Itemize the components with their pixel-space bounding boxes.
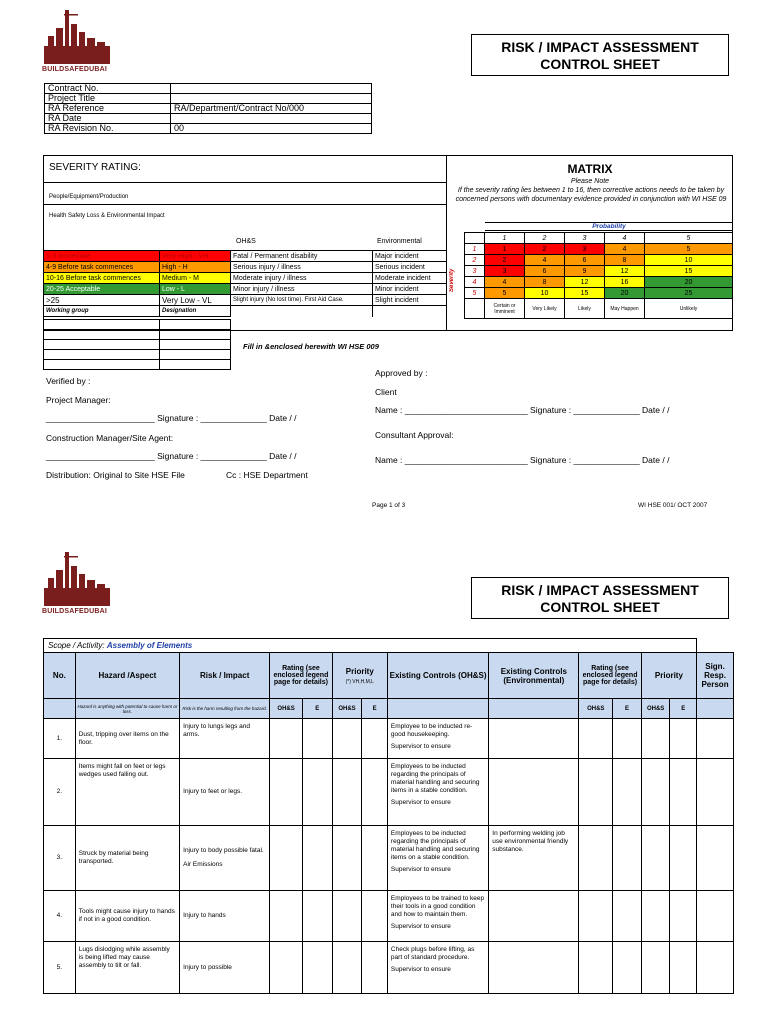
title-line-1: RISK / IMPACT ASSESSMENT <box>501 582 699 598</box>
sev-ohs: Moderate injury / illness <box>231 273 373 284</box>
matrix-cell: 12 <box>565 277 605 288</box>
col-rating <box>270 653 332 699</box>
prob-col: 4 <box>605 233 645 244</box>
prob-col: 1 <box>485 233 525 244</box>
matrix-cell: 10 <box>645 255 733 266</box>
info-label: RA Date <box>45 114 171 124</box>
row-hazard: Dust, tripping over items on the floor. <box>75 719 179 759</box>
info-value[interactable] <box>171 114 372 124</box>
table-row <box>44 826 734 891</box>
row-controls-env <box>489 759 579 826</box>
row-risk: Injury to possible <box>180 942 270 994</box>
matrix-row <box>465 255 733 266</box>
sub-ohs: OH&S <box>332 699 362 719</box>
severity-sub1: People/Equipment/Production <box>49 194 129 200</box>
row-controls-ohs <box>387 942 488 994</box>
risk-note: Risk is the harm resulting from the hazard. <box>180 699 270 719</box>
risk-env: Air Emissions <box>183 861 223 868</box>
row-hazard: Struck by material being transported. <box>75 826 179 891</box>
sev-range: 20-25 Acceptable <box>44 284 160 295</box>
prob-col: 3 <box>565 233 605 244</box>
sev-level: High - H <box>160 262 231 273</box>
matrix-note-body: If the severity rating lies between 1 to 16, then corrective actions needs to be taken by concerned persons with documentary evidence provided in conjunction with WI HSE 09 <box>455 187 727 203</box>
severity-sub2: Health Safety Loss & Environmental Impact <box>49 213 165 219</box>
rating-label: Rating (see enclosed legend page for details) <box>273 665 329 686</box>
cm-signature-line[interactable]: _______________________ Signature : ______________ Date / / <box>46 451 297 461</box>
matrix-cell: 6 <box>525 266 565 277</box>
title-line-2: CONTROL SHEET <box>540 599 660 615</box>
matrix-cell: 5 <box>645 244 733 255</box>
info-label: RA Revision No. <box>45 124 171 134</box>
severity-table <box>43 250 447 317</box>
distribution: Distribution: Original to Site HSE File <box>46 470 185 480</box>
info-value[interactable]: 00 <box>171 124 372 134</box>
priority-label: Priority <box>345 666 374 676</box>
sev-num: 4 <box>465 277 485 288</box>
info-value[interactable] <box>171 94 372 104</box>
row-controls-ohs <box>387 826 488 891</box>
col-hazard: Hazard /Aspect <box>75 653 179 699</box>
table-row <box>44 891 734 942</box>
consultant-signature-line[interactable]: Name : __________________________ Signature : ______________ Date / / <box>375 455 670 465</box>
sub-e: E <box>613 699 642 719</box>
matrix-cell: 15 <box>565 288 605 299</box>
control-text: Employees to be inducted regarding the principals of material handling and securing items in a stable condition. <box>390 763 480 794</box>
matrix-row <box>465 288 733 299</box>
title-line-1: RISK / IMPACT ASSESSMENT <box>501 39 699 55</box>
matrix-cell: 1 <box>485 244 525 255</box>
sev-level: Low - L <box>160 284 231 295</box>
control-text: Employee to be inducted re-good housekeeping. <box>390 723 473 738</box>
doc-ref: WI HSE 001/ OCT 2007 <box>638 502 708 509</box>
row-hazard: Lugs dislodging while assembly is being lifted may cause assembly to tilt or fall. <box>75 942 179 994</box>
sev-num: 3 <box>465 266 485 277</box>
matrix-row <box>465 244 733 255</box>
control-supervisor: Supervisor to ensure <box>390 799 451 806</box>
row-no: 3. <box>44 826 76 891</box>
control-supervisor: Supervisor to ensure <box>390 866 451 873</box>
working-group-label: Working group <box>44 306 160 317</box>
matrix-cell: 10 <box>525 288 565 299</box>
row-controls-ohs <box>387 719 488 759</box>
matrix-cell: 9 <box>565 266 605 277</box>
sev-ohs: Slight injury (No lost time). First Aid Case. <box>231 295 373 306</box>
col-controls-env: Existing Controls (Environmental) <box>489 653 579 699</box>
control-text: Employees to be trained to keep their tools in a good condition and how to maintain them. <box>390 895 485 918</box>
info-value[interactable]: RA/Department/Contract No/000 <box>171 104 372 114</box>
matrix-cell: 8 <box>605 255 645 266</box>
severity-axis-label: Severity <box>449 268 455 292</box>
sev-env: Serious incident <box>373 262 447 273</box>
sev-env: Minor incident <box>373 284 447 295</box>
col-no: No. <box>44 653 76 699</box>
matrix-row <box>465 266 733 277</box>
sev-env: Slight incident <box>373 295 447 306</box>
row-no: 5. <box>44 942 76 994</box>
sub-ohs: OH&S <box>641 699 670 719</box>
scope-label: Scope / Activity: <box>48 641 105 650</box>
matrix-row <box>465 277 733 288</box>
row-risk <box>180 826 270 891</box>
row-controls-ohs <box>387 759 488 826</box>
row-risk: Injury to lungs legs and arms. <box>180 719 270 759</box>
scope-activity: Assembly of Elements <box>106 641 193 650</box>
col-priority <box>332 653 387 699</box>
col-controls-ohs: Existing Controls (OH&S) <box>387 653 488 699</box>
col-rating-2: Rating (see enclosed legend page for details) <box>579 653 641 699</box>
matrix-cell: 4 <box>525 255 565 266</box>
control-supervisor: Supervisor to ensure <box>390 966 451 973</box>
row-controls-env <box>489 719 579 759</box>
sev-num: 1 <box>465 244 485 255</box>
info-value[interactable] <box>171 84 372 94</box>
matrix-title: MATRIX <box>567 162 613 176</box>
matrix-cell: 5 <box>485 288 525 299</box>
consultant-label: Consultant Approval: <box>375 430 454 440</box>
sev-ohs: Minor injury / illness <box>231 284 373 295</box>
sev-num: 5 <box>465 288 485 299</box>
page-title <box>471 34 729 76</box>
client-label: Client <box>375 387 397 397</box>
severity-row <box>44 295 447 306</box>
prob-label: Certain or Imminent <box>485 299 525 319</box>
matrix-cell: 6 <box>565 255 605 266</box>
severity-row <box>44 251 447 262</box>
matrix-cell: 25 <box>645 288 733 299</box>
row-controls-env <box>489 891 579 942</box>
matrix-cell: 12 <box>605 266 645 277</box>
matrix-cell: 3 <box>485 266 525 277</box>
buildsafe-logo <box>42 6 112 73</box>
row-controls-env <box>489 942 579 994</box>
sev-ohs: Fatal / Permanent disability <box>231 251 373 262</box>
col-env: Environmental <box>377 238 422 245</box>
approved-by: Approved by : <box>375 368 428 378</box>
severity-title: SEVERITY RATING: <box>49 162 141 173</box>
sev-range: 1-3 Immediate <box>44 251 160 262</box>
page-number: Page 1 of 3 <box>372 502 406 509</box>
matrix-cell: 8 <box>525 277 565 288</box>
col-ohs: OH&S <box>236 238 256 245</box>
logo-text: BUILDSAFEDUBAI <box>42 608 108 615</box>
cc-label: Cc : HSE Department <box>226 470 308 480</box>
col-sign: Sign. Resp. Person <box>697 653 734 699</box>
severity-row <box>44 273 447 284</box>
row-risk: Injury to hands <box>180 891 270 942</box>
sub-e: E <box>302 699 332 719</box>
matrix-cell: 20 <box>645 277 733 288</box>
probability-label: Probability <box>485 222 733 231</box>
row-hazard: Items might fall on feet or legs wedges used falling out. <box>75 759 179 826</box>
verified-by: Verified by : <box>46 376 91 386</box>
sev-env: Major incident <box>373 251 447 262</box>
sev-level: Very Low - VL <box>160 295 231 306</box>
sev-range: 10-16 Before task commences <box>44 273 160 284</box>
table-row <box>44 942 734 994</box>
sev-range: >25 <box>44 295 160 306</box>
row-no: 4. <box>44 891 76 942</box>
sub-ohs: OH&S <box>579 699 613 719</box>
info-label: Project Title <box>45 94 171 104</box>
matrix-cell: 4 <box>605 244 645 255</box>
pm-signature-line[interactable]: _______________________ Signature : ______________ Date / / <box>46 413 297 423</box>
fill-note: Fill in &enclosed herewith WI HSE 009 <box>243 342 379 351</box>
sub-ohs: OH&S <box>270 699 303 719</box>
row-controls-env: In performing welding job use environmental friendly substance. <box>489 826 579 891</box>
info-label: Contract No. <box>45 84 171 94</box>
risk-assessment-table <box>43 638 734 994</box>
matrix-cell: 4 <box>485 277 525 288</box>
matrix-cell: 20 <box>605 288 645 299</box>
sev-ohs: Serious injury / illness <box>231 262 373 273</box>
prob-label: Unlikely <box>645 299 733 319</box>
sub-e: E <box>362 699 388 719</box>
col-risk: Risk / Impact <box>180 653 270 699</box>
designation-label: Designation <box>160 306 231 317</box>
sev-env: Moderate incident <box>373 273 447 284</box>
contract-info-table <box>44 83 372 134</box>
sev-level: Very High - VH <box>160 251 231 262</box>
prob-label: Very Likely <box>525 299 565 319</box>
matrix-cell: 2 <box>485 255 525 266</box>
scope-row <box>44 639 697 653</box>
buildsafe-logo-2 <box>42 548 112 615</box>
project-manager-label: Project Manager: <box>46 395 111 405</box>
matrix-cell: 15 <box>645 266 733 277</box>
prob-label: Likely <box>565 299 605 319</box>
row-no: 1. <box>44 719 76 759</box>
severity-row <box>44 284 447 295</box>
control-supervisor: Supervisor to ensure <box>390 743 451 750</box>
hazard-note: Hazard is anything with potential to cause harm or loss. <box>75 699 179 719</box>
logo-text: BUILDSAFEDUBAI <box>42 66 108 73</box>
matrix-cell: 3 <box>565 244 605 255</box>
severity-row <box>44 262 447 273</box>
info-label: RA Reference <box>45 104 171 114</box>
title-line-2: CONTROL SHEET <box>540 56 660 72</box>
control-supervisor: Supervisor to ensure <box>390 923 451 930</box>
matrix-cell: 2 <box>525 244 565 255</box>
table-row <box>44 759 734 826</box>
sev-level: Medium - M <box>160 273 231 284</box>
row-risk: Injury to feet or legs. <box>180 759 270 826</box>
sev-range: 4-9 Before task commences <box>44 262 160 273</box>
prob-label: May Happen <box>605 299 645 319</box>
table-row <box>44 719 734 759</box>
prob-col: 5 <box>645 233 733 244</box>
matrix-cell: 16 <box>605 277 645 288</box>
working-group-table <box>43 319 231 370</box>
matrix-note-head: Please Note <box>570 178 610 185</box>
skyline-icon <box>42 548 112 608</box>
col-priority-2: Priority <box>641 653 696 699</box>
control-text: Check plugs before lifting, as part of standard procedure. <box>390 946 475 961</box>
row-controls-ohs <box>387 891 488 942</box>
sev-num: 2 <box>465 255 485 266</box>
row-no: 2. <box>44 759 76 826</box>
sub-e: E <box>670 699 697 719</box>
row-hazard: Tools might cause injury to hands if not in a good condition. <box>75 891 179 942</box>
prob-col: 2 <box>525 233 565 244</box>
client-signature-line[interactable]: Name : __________________________ Signature : ______________ Date / / <box>375 405 670 415</box>
risk-text: Injury to body possible fatal. <box>183 847 264 854</box>
control-text: Employees to be inducted regarding the principals of material handling and securing items on a stable condition. <box>390 830 480 861</box>
risk-matrix <box>464 232 733 319</box>
cm-label: Construction Manager/Site Agent: <box>46 433 174 443</box>
page-title-2 <box>471 577 729 619</box>
priority-sub: (*) VH,H,M,L <box>345 678 374 685</box>
skyline-icon <box>42 6 112 66</box>
